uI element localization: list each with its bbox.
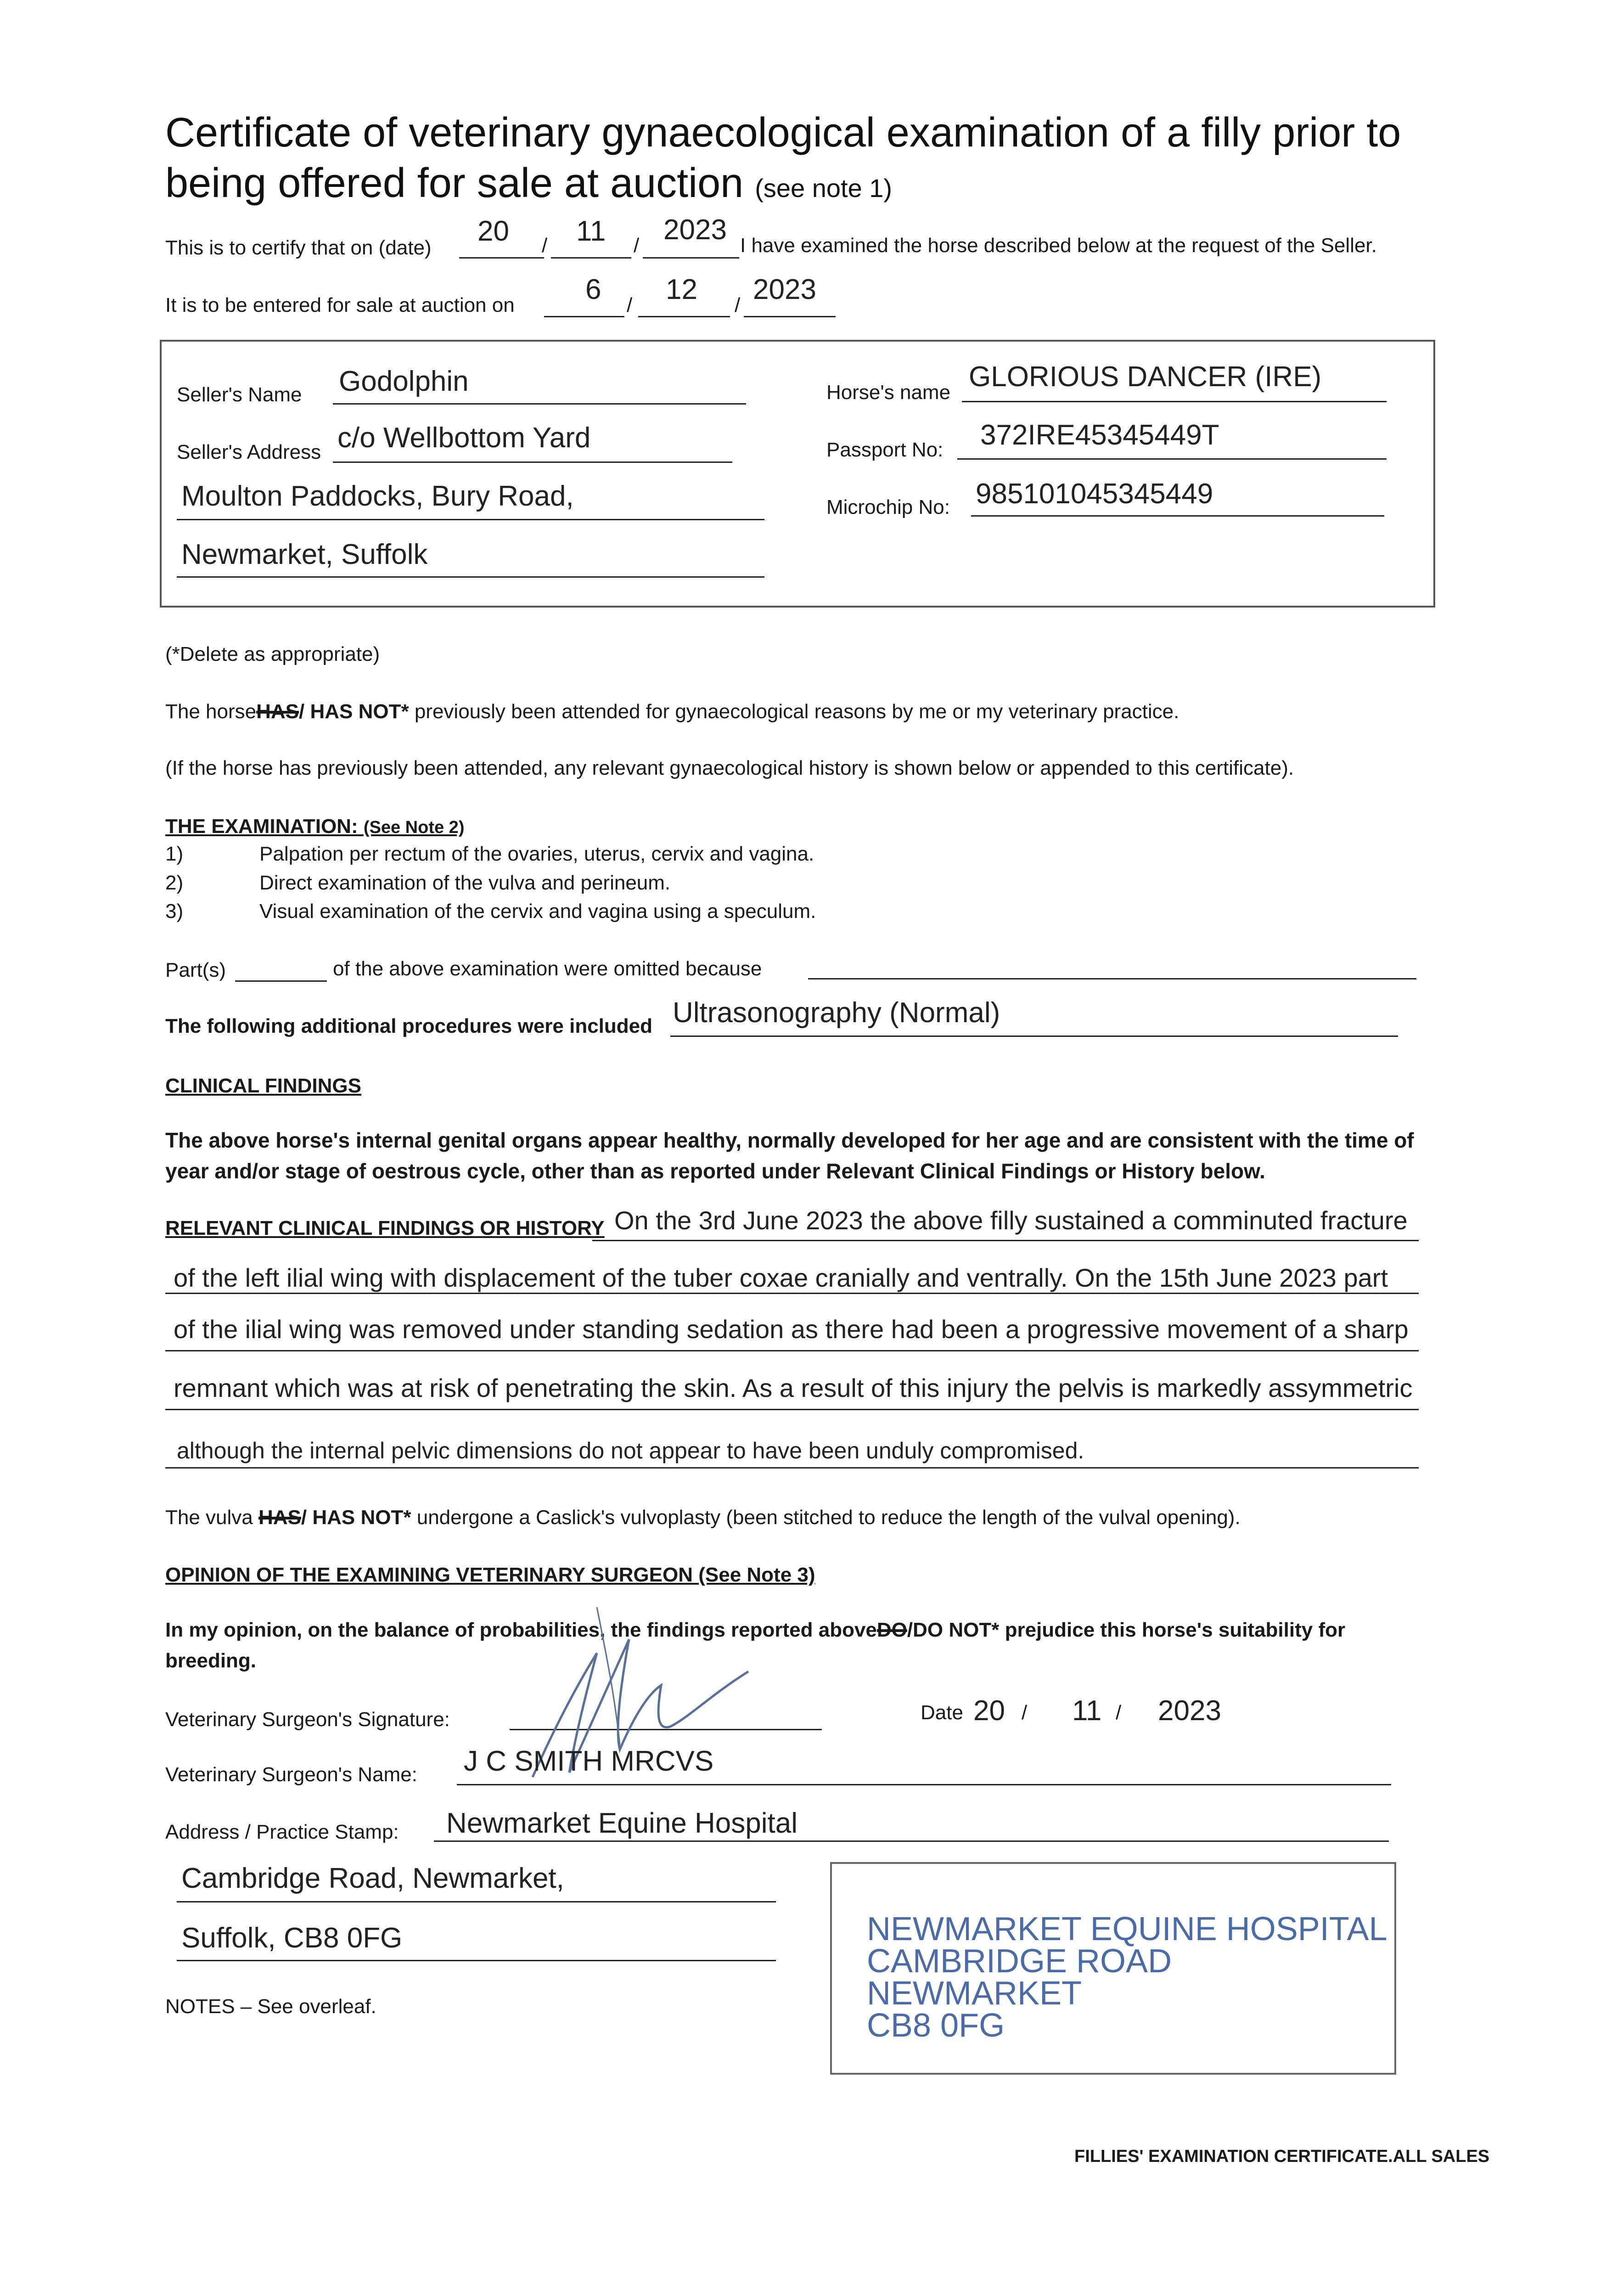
date-label: Date	[921, 1701, 963, 1724]
seller-address-line-3: Newmarket, Suffolk	[181, 539, 428, 570]
signature-label: Veterinary Surgeon's Signature:	[165, 1708, 450, 1731]
clinical-statement: The above horse's internal genital organs appear healthy, normally developed for her age and are consistent with the time of year and/or stage of oestrous cycle, other than as reported under Relevant Clinical Findings or History below.	[165, 1128, 1414, 1183]
certify-sep-2: /	[634, 234, 640, 257]
delete-note: (*Delete as appropriate)	[165, 643, 380, 665]
certify-sep-1: /	[542, 234, 548, 257]
examination-heading	[165, 815, 464, 838]
clinical-heading: CLINICAL FINDINGS	[165, 1075, 361, 1097]
stamp-line-2: CAMBRIDGE ROAD	[867, 1943, 1172, 1980]
vet-date-day: 20	[973, 1695, 1005, 1727]
attended-note: (If the horse has previously been attended, any relevant gynaecological history is shown below or appended to this certificate).	[165, 757, 1294, 779]
opinion-line-2: breeding.	[165, 1649, 257, 1672]
examination-heading-text: THE EXAMINATION:	[165, 815, 358, 838]
omitted-suffix: of the above examination were omitted because	[333, 957, 762, 980]
vet-date-sep-2: /	[1116, 1701, 1122, 1724]
opinion-heading: OPINION OF THE EXAMINING VETERINARY SURGEON (See Note 3)	[165, 1564, 815, 1586]
opinion-text-suffix: prejudice this horse's suitability for	[1005, 1619, 1346, 1641]
attended-line	[165, 700, 1179, 723]
practice-address-line-2: Cambridge Road, Newmarket,	[181, 1863, 564, 1894]
passport-number: 372IRE45345449T	[980, 419, 1219, 451]
exam-item-3-text: Visual examination of the cervix and vagina using a speculum.	[259, 900, 816, 923]
additional-value: Ultrasonography (Normal)	[673, 997, 1000, 1029]
exam-item-2-text: Direct examination of the vulva and perineum.	[259, 872, 671, 894]
seller-name: Godolphin	[339, 366, 469, 397]
title-note: (see note 1)	[755, 174, 893, 203]
certify-prefix: This is to certify that on (date)	[165, 236, 432, 259]
footer: FILLIES' EXAMINATION CERTIFICATE.ALL SALES	[1074, 2147, 1490, 2166]
notes: NOTES – See overleaf.	[165, 1995, 376, 2018]
certify-month: 11	[576, 215, 606, 247]
microchip-number: 985101045345449	[976, 478, 1213, 510]
seller-address-label: Seller's Address	[177, 441, 321, 463]
auction-sep-2: /	[735, 294, 741, 316]
seller-name-label: Seller's Name	[177, 383, 302, 406]
practice-address-label: Address / Practice Stamp:	[165, 1821, 399, 1843]
auction-year: 2023	[753, 274, 816, 305]
findings-line-2: of the left ilial wing with displacement of the tuber coxae cranially and ventrally. On the 15th June 2023 part	[174, 1263, 1388, 1292]
findings-line-1: On the 3rd June 2023 the above filly sustained a comminuted fracture	[614, 1206, 1408, 1235]
auction-day: 6	[585, 274, 601, 305]
vet-date-month: 11	[1072, 1695, 1102, 1727]
vet-name-label: Veterinary Surgeon's Name:	[165, 1763, 417, 1786]
practice-address-line-3: Suffolk, CB8 0FG	[181, 1922, 403, 1954]
vulva-choice: / HAS NOT*	[301, 1506, 411, 1529]
opinion-struck: DO	[876, 1619, 907, 1641]
title-line-2-text: being offered for sale at auction	[165, 160, 744, 206]
horse-name-label: Horse's name	[826, 381, 951, 404]
exam-item-1-num: 1)	[165, 843, 184, 865]
auction-month: 12	[666, 274, 697, 305]
vulva-line	[165, 1506, 1241, 1529]
certify-year: 2023	[663, 214, 727, 246]
findings-line-4: remnant which was at risk of penetrating the skin. As a result of this injury the pelvis is markedly assymmetric	[174, 1373, 1413, 1402]
omitted-prefix: Part(s)	[165, 959, 226, 981]
examination-heading-note: (See Note 2)	[363, 818, 465, 837]
vet-date-sep-1: /	[1022, 1701, 1028, 1724]
title-line-2	[165, 158, 892, 208]
stamp-line-3: NEWMARKET	[867, 1975, 1082, 2012]
horse-name: GLORIOUS DANCER (IRE)	[969, 361, 1322, 393]
certify-day: 20	[477, 215, 509, 247]
vet-date-year: 2023	[1158, 1695, 1221, 1727]
vulva-struck: HAS	[258, 1506, 301, 1529]
seller-address-line-2: Moulton Paddocks, Bury Road,	[181, 480, 574, 512]
attended-prefix: The horse	[165, 700, 257, 723]
microchip-label: Microchip No:	[826, 496, 950, 518]
title-line-1: Certificate of veterinary gynaecological examination of a filly prior to	[165, 110, 1401, 156]
exam-item-2-num: 2)	[165, 872, 184, 894]
opinion-choice: /DO NOT*	[907, 1619, 1000, 1641]
vet-name: J C SMITH MRCVS	[464, 1745, 714, 1777]
findings-line-5: although the internal pelvic dimensions do not appear to have been unduly compromised.	[177, 1438, 1084, 1463]
vulva-prefix: The vulva	[165, 1506, 253, 1529]
certify-suffix: I have examined the horse described below at the request of the Seller.	[740, 234, 1377, 257]
stamp-line-1: NEWMARKET EQUINE HOSPITAL	[867, 1911, 1387, 1947]
opinion-text-prefix: In my opinion, on the balance of probabilities, the findings reported above	[165, 1619, 877, 1641]
additional-label: The following additional procedures were included	[165, 1015, 653, 1037]
exam-item-1-text: Palpation per rectum of the ovaries, uterus, cervix and vagina.	[259, 843, 814, 865]
passport-label: Passport No:	[826, 439, 943, 461]
findings-line-3: of the ilial wing was removed under standing sedation as there had been a progressive movement of a sharp	[174, 1315, 1409, 1344]
exam-item-3-num: 3)	[165, 900, 184, 923]
attended-suffix: previously been attended for gynaecological reasons by me or my veterinary practice.	[414, 700, 1179, 723]
stamp-line-4: CB8 0FG	[867, 2007, 1005, 2044]
auction-prefix: It is to be entered for sale at auction on	[165, 294, 515, 316]
attended-struck: HAS	[256, 700, 299, 723]
practice-address-line-1: Newmarket Equine Hospital	[446, 1807, 798, 1839]
relevant-findings-label: RELEVANT CLINICAL FINDINGS OR HISTORY	[165, 1217, 605, 1239]
auction-sep-1: /	[627, 294, 633, 316]
attended-choice: / HAS NOT*	[299, 700, 409, 723]
vulva-suffix: undergone a Caslick's vulvoplasty (been stitched to reduce the length of the vulval opening).	[416, 1506, 1241, 1529]
seller-address-line-1: c/o Wellbottom Yard	[337, 422, 591, 454]
